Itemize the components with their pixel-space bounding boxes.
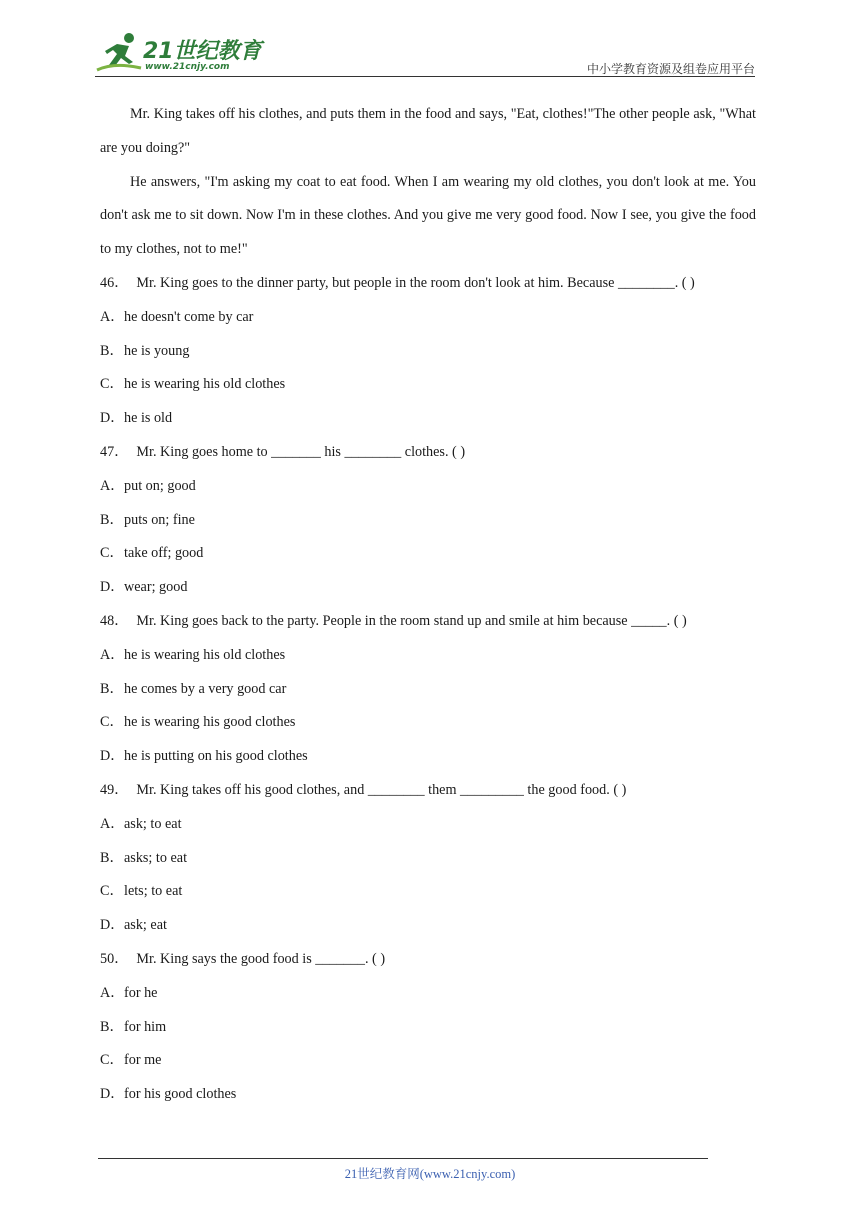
question-49 xyxy=(100,774,756,943)
logo xyxy=(95,28,265,76)
option-d: D．ask; eat xyxy=(100,917,167,934)
option-b: B．puts on; fine xyxy=(100,511,195,528)
question-number: 50． xyxy=(100,950,129,967)
option-a: A．for he xyxy=(100,984,158,1001)
option-c: C．he is wearing his old clothes xyxy=(100,376,286,393)
page-header xyxy=(95,28,755,78)
option-b: B．for him xyxy=(100,1018,167,1035)
question-number: 48． xyxy=(100,612,129,629)
question-stem: Mr. King goes to the dinner party, but people in the room don't look at him. Because ________. ( ) xyxy=(136,274,695,291)
question-47 xyxy=(100,436,756,605)
passage-paragraph: He answers, "I'm asking my coat to eat food. When I am wearing my old clothes, you don't look at me. You don't ask me to sit down. Now I'm in these clothes. And you give me very good food. Now I see, you give the food to my clothes, not to me!" xyxy=(100,173,756,258)
footer-source: 21世纪教育网(www.21cnjy.com) xyxy=(344,1167,516,1181)
option-d: D．wear; good xyxy=(100,579,188,596)
document-body xyxy=(100,98,756,1112)
header-divider xyxy=(95,76,755,77)
option-c: C．he is wearing his good clothes xyxy=(100,714,296,731)
option-b: B．he comes by a very good car xyxy=(100,680,287,697)
logo-name: 21世纪教育 xyxy=(143,39,262,64)
question-stem: Mr. King takes off his good clothes, and ________ them _________ the good food. ( ) xyxy=(136,781,627,798)
question-number: 47． xyxy=(100,443,129,460)
passage-paragraph: Mr. King takes off his clothes, and puts them in the food and says, "Eat, clothes!"The other people ask, "What are you doing?" xyxy=(100,106,756,156)
footer-divider xyxy=(98,1158,708,1159)
runner-logo-icon xyxy=(95,32,143,74)
option-d: D．he is putting on his good clothes xyxy=(100,748,308,765)
option-d: D．he is old xyxy=(100,410,173,427)
question-50 xyxy=(100,943,756,1112)
option-a: A．put on; good xyxy=(100,477,196,494)
question-stem: Mr. King says the good food is _______. ( ) xyxy=(136,950,386,967)
option-a: A．he doesn't come by car xyxy=(100,308,254,325)
option-c: C．for me xyxy=(100,1052,162,1069)
question-number: 49． xyxy=(100,781,129,798)
option-a: A．he is wearing his old clothes xyxy=(100,646,286,663)
option-c: C．lets; to eat xyxy=(100,883,183,900)
question-stem: Mr. King goes home to _______ his ________ clothes. ( ) xyxy=(136,443,466,460)
question-48 xyxy=(100,605,756,774)
option-b: B．he is young xyxy=(100,342,190,359)
header-platform-text: 中小学教育资源及组卷应用平台 xyxy=(586,62,755,76)
logo-url: www.21cnjy.com xyxy=(145,62,230,72)
option-a: A．ask; to eat xyxy=(100,815,182,832)
question-46 xyxy=(100,267,756,436)
option-d: D．for his good clothes xyxy=(100,1086,237,1103)
question-number: 46． xyxy=(100,274,129,291)
question-stem: Mr. King goes back to the party. People in the room stand up and smile at him because _____. ( ) xyxy=(136,612,687,629)
option-b: B．asks; to eat xyxy=(100,849,188,866)
option-c: C．take off; good xyxy=(100,545,204,562)
